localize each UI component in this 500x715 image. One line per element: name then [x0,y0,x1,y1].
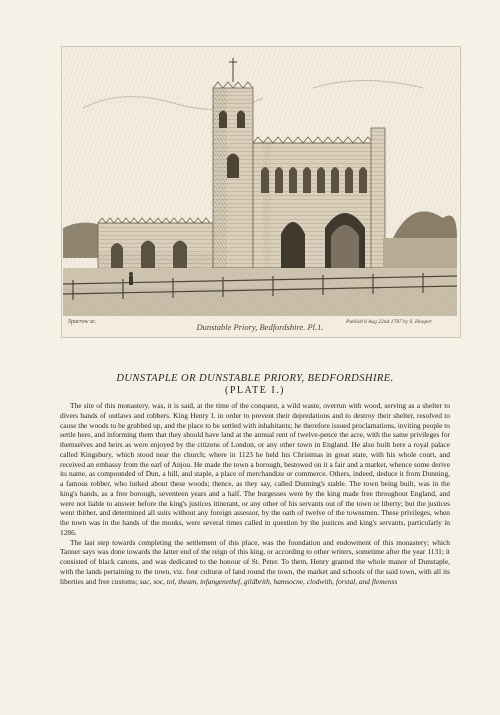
article-title: DUNSTAPLE OR DUNSTABLE PRIORY, BEDFORDSHIRE. [116,373,394,384]
plate-caption: Dunstable Priory, Bedfordshire. Pl.1. [196,322,324,332]
paragraph-history: The site of this monastery, was, it is said, at the time of the conquest, a wild waste, overrun with wood, serving as a shelter to divers bands of outlaws and robbers. King Henry I. in order to prevent their depredations and to destroy their shelter, resolved to cause the woods to be grubbed up, and the place to be settled with inhabitants; he therefore issued proclamations, inviting people to settle here, and informing them that they should have land at the annual rent of twelve-pence the acre, with the same privileges for themselves and heirs as were enjoyed by the citizens of London, or any other town in England. He also built here a royal palace called Kingsbury, which stood near the church; where in 1123 he held his Christmas in great state, with his whole court, and received an embassy from the earl of Anjou. He made the town a borough, bestowed on it a fair and a market, whence some derive its name, as compounded of Dun, a hill, and staple, a place of merchandize or commerce. Others, indeed, deduce it from Dunning, a famous robber, who lurked about these woods; thence, as they say, called Dunning's stable. The town being built, was in the king's hands, as a free borough, seventeen years and a half. The burgesses were by the king made free throughout England, and were not liable to answer before the king's justices itinerant, or any other of his servants out of the town or liberty; but the justices went thither, and determined all suits without any foreign assessor, by the oath of twelve of the townsmen. These privileges, when the town was in the hands of the monks, were several times called in question by the justices and king's servants, particularly in 1286. [60,401,450,537]
customs-list: sac, soc, tol, theam, infangenethef, gildbrith, hamsocne, clodwith, forstal, and flemenss [139,576,398,586]
artist-credit: Sparrow sc. [68,319,97,325]
article-text [60,373,450,586]
publication-line: Publish'd Aug 22nd 1787 by S. Hooper [346,319,432,325]
priory-engraving [63,48,457,316]
paragraph-foundation-text: The last step towards completing the settlement of this place, was the foundation and endowment of this monastery; which Tanner says was done towards the latter end of the reign of this king, or according to other writers, sometime after the year 1131; it consisted of black canons, and was dedicated to the honour of St. Peter. To them, Henry granted the whole manor of Dunstaple, with the lands pertaining to the town, viz. four culturæ of land round the town, the market and schools of the said town, with all its liberties and free customs; [60,537,450,586]
plate-number: (PLATE I.) [225,385,285,396]
paragraph-foundation [60,538,450,587]
